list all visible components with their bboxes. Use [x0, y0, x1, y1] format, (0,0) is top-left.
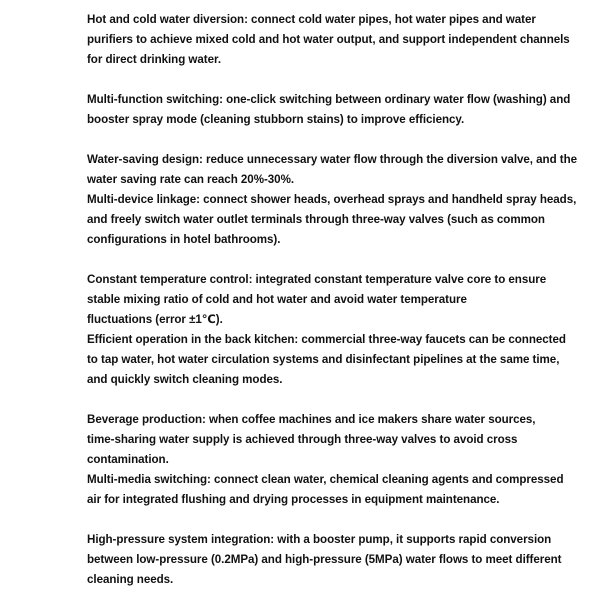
text-line: Multi-function switching: one-click switching between ordinary water flow (washing) and: [87, 93, 571, 106]
text-line: and quickly switch cleaning modes.: [87, 373, 283, 386]
paragraph-spacer: [87, 130, 527, 150]
text-line: for direct drinking water.: [87, 53, 221, 66]
paragraph-spacer: [87, 250, 527, 270]
text-line: and freely switch water outlet terminals through three-way valves (such as common: [87, 213, 545, 226]
paragraph-hot-cold-diversion: [87, 10, 570, 70]
paragraph-water-saving-and-linkage: [87, 150, 578, 250]
paragraph-constant-temperature-and-kitchen: [87, 270, 566, 390]
text-line: between low-pressure (0.2MPa) and high-pressure (5MPa) water flows to meet different: [87, 553, 562, 566]
text-line: time-sharing water supply is achieved through three-way valves to avoid cross: [87, 433, 518, 446]
text-line: air for integrated flushing and drying processes in equipment maintenance.: [87, 493, 500, 506]
text-line: Beverage production: when coffee machines and ice makers share water sources,: [87, 413, 536, 426]
paragraph-spacer: [87, 70, 527, 90]
text-line: Multi-device linkage: connect shower heads, overhead sprays and handheld spray heads,: [87, 193, 577, 206]
document-body: [87, 10, 578, 590]
text-line: configurations in hotel bathrooms).: [87, 233, 281, 246]
text-line: cleaning needs.: [87, 573, 174, 586]
text-line: stable mixing ratio of cold and hot water and avoid water temperature: [87, 293, 467, 306]
text-line: Hot and cold water diversion: connect cold water pipes, hot water pipes and water: [87, 13, 536, 26]
paragraph-multi-function-switching: [87, 90, 571, 130]
text-line: Multi-media switching: connect clean water, chemical cleaning agents and compressed: [87, 473, 564, 486]
text-line: Constant temperature control: integrated constant temperature valve core to ensure: [87, 273, 547, 286]
paragraph-spacer: [87, 390, 527, 410]
text-line: booster spray mode (cleaning stubborn stains) to improve efficiency.: [87, 113, 465, 126]
text-line: fluctuations (error ±1℃).: [87, 313, 223, 326]
text-line: to tap water, hot water circulation systems and disinfectant pipelines at the same time,: [87, 353, 560, 366]
text-line: Efficient operation in the back kitchen: commercial three-way faucets can be connected: [87, 333, 566, 346]
text-line: contamination.: [87, 453, 169, 466]
text-line: Water-saving design: reduce unnecessary water flow through the diversion valve, and the: [87, 153, 578, 166]
paragraph-spacer: [87, 510, 527, 530]
paragraph-high-pressure-integration: [87, 530, 562, 590]
text-line: purifiers to achieve mixed cold and hot water output, and support independent channels: [87, 33, 570, 46]
text-line: water saving rate can reach 20%-30%.: [87, 173, 294, 186]
paragraph-beverage-and-multi-media: [87, 410, 564, 510]
text-line: High-pressure system integration: with a booster pump, it supports rapid conversion: [87, 533, 552, 546]
